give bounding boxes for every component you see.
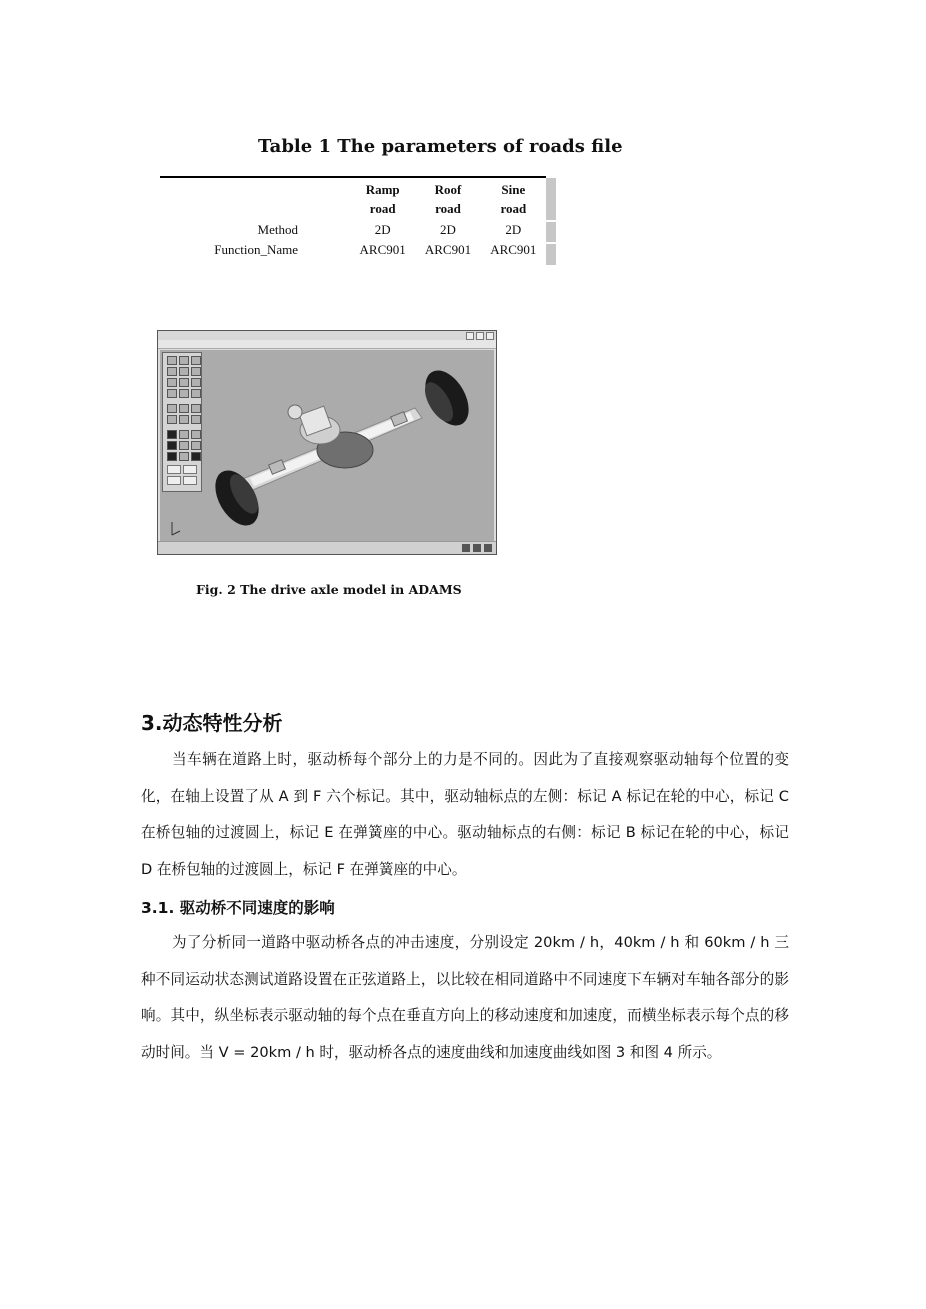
table-row xyxy=(160,240,546,260)
status-icons xyxy=(462,544,492,552)
table-cell: 2D xyxy=(374,222,391,237)
table-header-row xyxy=(160,178,546,220)
adams-screenshot-figure xyxy=(157,330,497,555)
paragraph: 当车辆在道路上时，驱动桥每个部分上的力是不同的。因此为了直接观察驱动轴每个位置的变化，在轴上设置了从 A 到 F 六个标记。其中，驱动轴标点的左侧：标记 A 标记在轮的中心，标记 C 在桥包轴的过渡圆上，标记 E 在弹簧座的中心。驱动轴标点的右侧：标记 B 标记在轮的中心，标记 D 在桥包轴的过渡圆上，标记 F 在弹簧座的中心。 xyxy=(141,751,789,878)
table-cell: 2D xyxy=(505,222,522,237)
column-header-ramp-road: Ramp road xyxy=(365,182,400,216)
table-row xyxy=(160,220,546,240)
drive-axle-model xyxy=(160,350,494,542)
row-label-method: Method xyxy=(257,222,298,237)
column-header-sine-road: Sine road xyxy=(500,182,527,216)
adams-viewport xyxy=(160,350,494,542)
table-cell: ARC901 xyxy=(424,242,472,257)
table-cell: ARC901 xyxy=(490,242,537,257)
table-side-bar xyxy=(546,178,556,265)
figure-caption: Fig. 2 The drive axle model in ADAMS xyxy=(196,582,462,597)
adams-menubar xyxy=(158,340,496,349)
adams-titlebar xyxy=(158,331,496,340)
row-label-function-name: Function_Name xyxy=(214,242,298,257)
table-cell: 2D xyxy=(440,222,456,237)
column-header-roof-road: Roof road xyxy=(434,182,462,216)
section-heading: 3.动态特性分析 xyxy=(141,711,283,735)
table-caption: Table 1 The parameters of roads file xyxy=(258,136,623,157)
table-cell: ARC901 xyxy=(359,242,406,257)
window-buttons xyxy=(466,332,494,340)
paragraph: 为了分析同一道路中驱动桥各点的冲击速度，分别设定 20km / h，40km / h 和 60km / h 三种不同运动状态测试道路设置在正弦道路上，以比较在相同道路中不同速度下车辆对车轴各部分的影响。其中，纵坐标表示驱动轴的每个点在垂直方向上的移动速度和加速度，而横坐标表示每个点的移动时间。当 V = 20km / h 时，驱动桥各点的速度曲线和加速度曲线如图 3 和图 4 所示。 xyxy=(141,934,789,1061)
adams-toolbox xyxy=(162,352,202,492)
roads-parameter-table xyxy=(160,176,546,260)
subsection-heading: 3.1. 驱动桥不同速度的影响 xyxy=(141,899,335,917)
adams-statusbar xyxy=(158,541,496,554)
